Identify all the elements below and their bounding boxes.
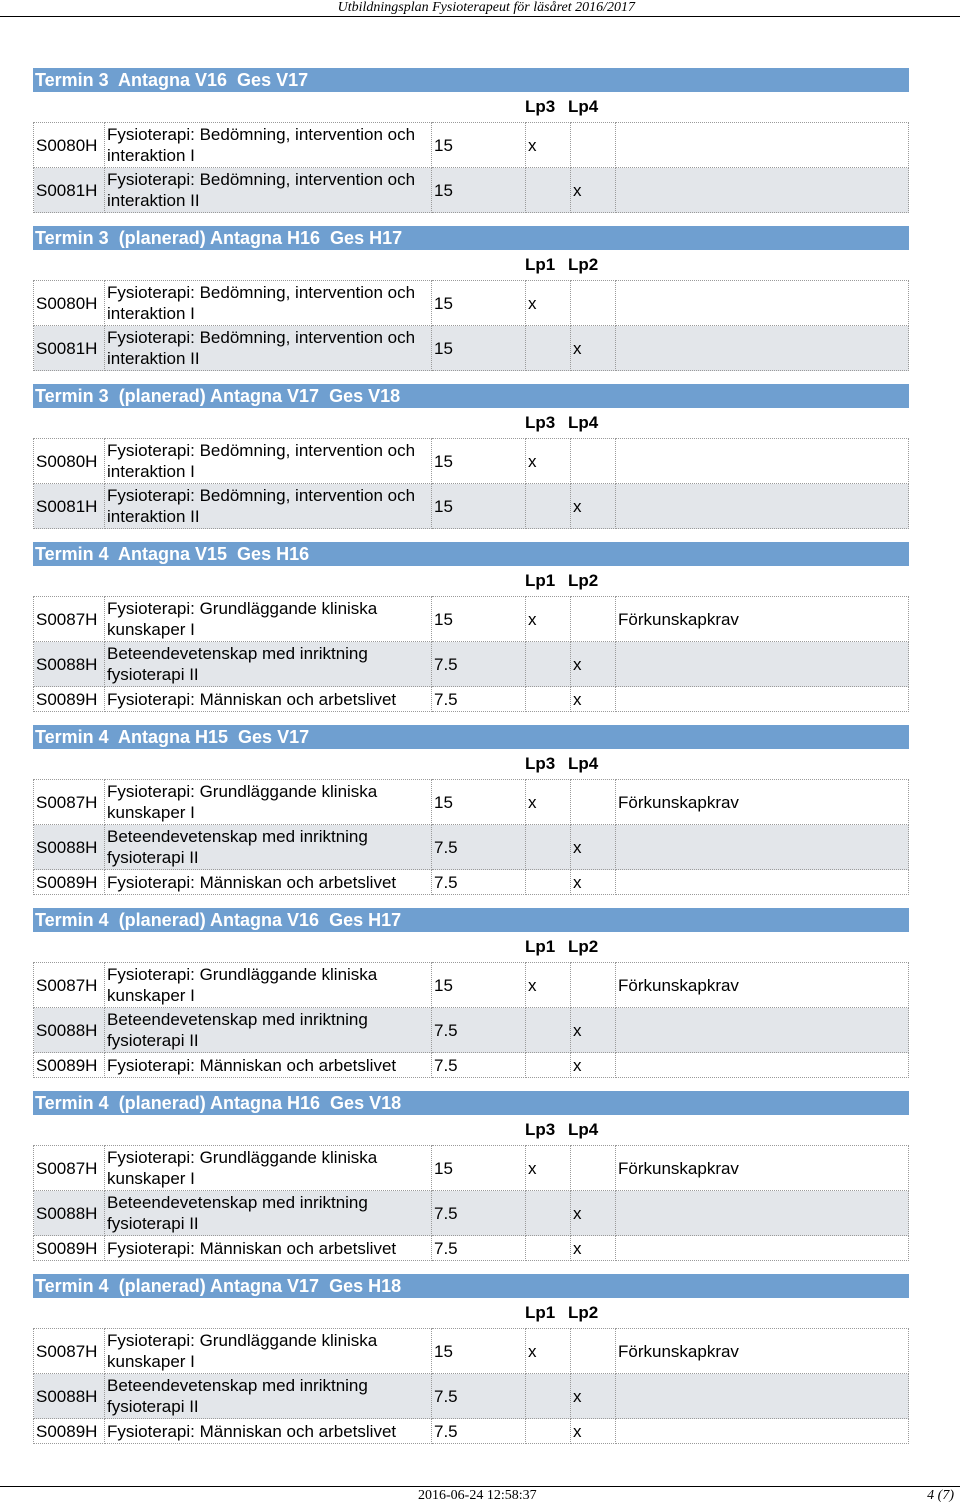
term-heading: Termin 3 (planerad) Antagna V17 Ges V18 [33, 384, 909, 408]
period-mark-second: x [571, 1374, 616, 1419]
term-heading: Termin 4 (planerad) Antagna V16 Ges H17 [33, 908, 909, 932]
course-name: Fysioterapi: Människan och arbetslivet [105, 687, 432, 712]
study-period-label: Lp1 [525, 1303, 556, 1322]
course-name: Fysioterapi: Bedömning, intervention och interaktion I [105, 281, 432, 326]
course-row [34, 1008, 909, 1053]
course-credits: 15 [432, 484, 526, 529]
course-note [616, 168, 909, 213]
course-code: S0088H [34, 825, 105, 870]
page-header [0, 0, 960, 17]
course-credits: 7.5 [432, 642, 526, 687]
study-period-label: Lp2 [568, 571, 599, 590]
course-row [34, 780, 909, 825]
course-row [34, 1146, 909, 1191]
term-heading: Termin 4 Antagna V15 Ges H16 [33, 542, 909, 566]
course-code: S0089H [34, 1236, 105, 1261]
course-note: Förkunskapkrav [616, 780, 909, 825]
period-mark-second: x [571, 687, 616, 712]
course-name: Fysioterapi: Bedömning, intervention och interaktion I [105, 123, 432, 168]
course-code: S0087H [34, 780, 105, 825]
term-section [33, 68, 909, 226]
course-credits: 7.5 [432, 1236, 526, 1261]
study-period-header [33, 1115, 909, 1145]
term-section [33, 226, 909, 384]
period-mark-first [526, 825, 571, 870]
course-note [616, 1008, 909, 1053]
course-row [34, 597, 909, 642]
course-name: Fysioterapi: Bedömning, intervention och interaktion II [105, 326, 432, 371]
course-note [616, 825, 909, 870]
course-row [34, 168, 909, 213]
period-mark-second [571, 963, 616, 1008]
course-note [616, 870, 909, 895]
course-row [34, 1053, 909, 1078]
period-mark-second: x [571, 825, 616, 870]
period-mark-second: x [571, 1053, 616, 1078]
course-code: S0089H [34, 687, 105, 712]
term-section [33, 725, 909, 908]
study-period-label: Lp4 [568, 754, 599, 773]
course-credits: 7.5 [432, 870, 526, 895]
course-row [34, 1329, 909, 1374]
course-note [616, 439, 909, 484]
course-note: Förkunskapkrav [616, 597, 909, 642]
section-spacer [33, 529, 909, 542]
course-code: S0081H [34, 484, 105, 529]
course-note [616, 1419, 909, 1444]
period-mark-second: x [571, 1191, 616, 1236]
course-code: S0080H [34, 281, 105, 326]
study-period-label: Lp1 [525, 571, 556, 590]
course-note [616, 123, 909, 168]
course-table [33, 1328, 909, 1444]
course-code: S0088H [34, 642, 105, 687]
course-credits: 15 [432, 1146, 526, 1191]
study-period-header [33, 749, 909, 779]
period-mark-first: x [526, 123, 571, 168]
course-note: Förkunskapkrav [616, 1329, 909, 1374]
section-spacer [33, 1261, 909, 1274]
study-period-header [33, 566, 909, 596]
course-credits: 7.5 [432, 1419, 526, 1444]
term-heading: Termin 3 Antagna V16 Ges V17 [33, 68, 909, 92]
course-row [34, 1419, 909, 1444]
study-period-header [33, 932, 909, 962]
course-name: Fysioterapi: Människan och arbetslivet [105, 1236, 432, 1261]
course-credits: 15 [432, 1329, 526, 1374]
course-code: S0088H [34, 1191, 105, 1236]
course-name: Fysioterapi: Grundläggande kliniska kunskaper I [105, 963, 432, 1008]
period-mark-second [571, 281, 616, 326]
course-note [616, 484, 909, 529]
course-row [34, 870, 909, 895]
course-credits: 15 [432, 439, 526, 484]
course-name: Beteendevetenskap med inriktning fysioterapi II [105, 1374, 432, 1419]
course-table [33, 962, 909, 1078]
course-row [34, 281, 909, 326]
course-credits: 15 [432, 597, 526, 642]
course-name: Fysioterapi: Människan och arbetslivet [105, 1053, 432, 1078]
course-note: Förkunskapkrav [616, 963, 909, 1008]
term-section [33, 1091, 909, 1274]
study-period-header [33, 408, 909, 438]
course-credits: 7.5 [432, 1374, 526, 1419]
period-mark-first [526, 1236, 571, 1261]
period-mark-first [526, 326, 571, 371]
study-period-label: Lp1 [525, 937, 556, 956]
course-credits: 7.5 [432, 1191, 526, 1236]
course-code: S0080H [34, 439, 105, 484]
course-name: Fysioterapi: Bedömning, intervention och interaktion I [105, 439, 432, 484]
period-mark-second: x [571, 168, 616, 213]
period-mark-first [526, 168, 571, 213]
course-code: S0088H [34, 1374, 105, 1419]
course-code: S0089H [34, 870, 105, 895]
course-name: Beteendevetenskap med inriktning fysioterapi II [105, 1008, 432, 1053]
period-mark-second [571, 123, 616, 168]
course-credits: 15 [432, 963, 526, 1008]
course-code: S0081H [34, 326, 105, 371]
study-period-header [33, 1298, 909, 1328]
course-name: Beteendevetenskap med inriktning fysioterapi II [105, 642, 432, 687]
period-mark-first: x [526, 1146, 571, 1191]
course-name: Beteendevetenskap med inriktning fysioterapi II [105, 1191, 432, 1236]
course-table [33, 779, 909, 895]
course-name: Fysioterapi: Grundläggande kliniska kunskaper I [105, 1146, 432, 1191]
course-credits: 15 [432, 281, 526, 326]
period-mark-second: x [571, 326, 616, 371]
study-period-label: Lp2 [568, 937, 599, 956]
period-mark-first [526, 1419, 571, 1444]
period-mark-second [571, 780, 616, 825]
course-name: Fysioterapi: Grundläggande kliniska kunskaper I [105, 597, 432, 642]
course-credits: 7.5 [432, 1053, 526, 1078]
course-row [34, 1191, 909, 1236]
section-spacer [33, 371, 909, 384]
period-mark-second [571, 439, 616, 484]
period-mark-first: x [526, 597, 571, 642]
study-period-header [33, 92, 909, 122]
course-credits: 7.5 [432, 687, 526, 712]
course-code: S0087H [34, 597, 105, 642]
period-mark-first: x [526, 963, 571, 1008]
course-row [34, 1374, 909, 1419]
term-heading: Termin 4 (planerad) Antagna H16 Ges V18 [33, 1091, 909, 1115]
course-note [616, 1374, 909, 1419]
study-period-label: Lp4 [568, 97, 599, 116]
course-name: Fysioterapi: Grundläggande kliniska kunskaper I [105, 780, 432, 825]
period-mark-second [571, 1329, 616, 1374]
course-name: Fysioterapi: Människan och arbetslivet [105, 1419, 432, 1444]
course-code: S0088H [34, 1008, 105, 1053]
period-mark-first [526, 1374, 571, 1419]
section-spacer [33, 1078, 909, 1091]
period-mark-second [571, 597, 616, 642]
section-spacer [33, 213, 909, 226]
course-code: S0081H [34, 168, 105, 213]
study-period-label: Lp3 [525, 754, 556, 773]
course-credits: 15 [432, 123, 526, 168]
course-table [33, 122, 909, 213]
course-note [616, 642, 909, 687]
term-heading: Termin 4 Antagna H15 Ges V17 [33, 725, 909, 749]
period-mark-first: x [526, 281, 571, 326]
course-row [34, 123, 909, 168]
course-row [34, 484, 909, 529]
course-code: S0087H [34, 1146, 105, 1191]
course-note [616, 1053, 909, 1078]
course-note: Förkunskapkrav [616, 1146, 909, 1191]
page-number: 4 (7) [927, 1488, 954, 1503]
period-mark-second: x [571, 484, 616, 529]
course-credits: 15 [432, 780, 526, 825]
course-note [616, 687, 909, 712]
course-note [616, 281, 909, 326]
course-row [34, 1236, 909, 1261]
term-heading: Termin 4 (planerad) Antagna V17 Ges H18 [33, 1274, 909, 1298]
course-code: S0089H [34, 1053, 105, 1078]
course-code: S0080H [34, 123, 105, 168]
term-section [33, 1274, 909, 1444]
section-spacer [33, 712, 909, 725]
course-row [34, 439, 909, 484]
period-mark-second: x [571, 1008, 616, 1053]
period-mark-second: x [571, 1236, 616, 1261]
period-mark-first [526, 642, 571, 687]
study-period-label: Lp4 [568, 413, 599, 432]
study-period-label: Lp1 [525, 255, 556, 274]
course-row [34, 963, 909, 1008]
study-period-label: Lp4 [568, 1120, 599, 1139]
course-row [34, 825, 909, 870]
section-spacer [33, 895, 909, 908]
course-table [33, 1145, 909, 1261]
course-row [34, 326, 909, 371]
study-period-label: Lp2 [568, 255, 599, 274]
course-note [616, 326, 909, 371]
course-row [34, 687, 909, 712]
print-timestamp: 2016-06-24 12:58:37 [418, 1488, 537, 1503]
period-mark-second [571, 1146, 616, 1191]
course-name: Fysioterapi: Människan och arbetslivet [105, 870, 432, 895]
course-table [33, 438, 909, 529]
study-period-label: Lp3 [525, 97, 556, 116]
study-period-label: Lp3 [525, 413, 556, 432]
period-mark-first [526, 870, 571, 895]
course-code: S0087H [34, 963, 105, 1008]
course-name: Fysioterapi: Grundläggande kliniska kunskaper I [105, 1329, 432, 1374]
period-mark-first [526, 1191, 571, 1236]
term-heading: Termin 3 (planerad) Antagna H16 Ges H17 [33, 226, 909, 250]
course-code: S0087H [34, 1329, 105, 1374]
period-mark-second: x [571, 870, 616, 895]
page-footer [0, 1486, 960, 1504]
course-code: S0089H [34, 1419, 105, 1444]
period-mark-first [526, 1008, 571, 1053]
study-period-label: Lp2 [568, 1303, 599, 1322]
course-credits: 15 [432, 168, 526, 213]
period-mark-first [526, 1053, 571, 1078]
course-plan [33, 68, 909, 1444]
course-table [33, 280, 909, 371]
period-mark-first: x [526, 439, 571, 484]
course-table [33, 596, 909, 712]
course-note [616, 1236, 909, 1261]
period-mark-first [526, 484, 571, 529]
course-note [616, 1191, 909, 1236]
course-credits: 7.5 [432, 1008, 526, 1053]
period-mark-second: x [571, 642, 616, 687]
period-mark-first [526, 687, 571, 712]
period-mark-second: x [571, 1419, 616, 1444]
study-period-header [33, 250, 909, 280]
document-title: Utbildningsplan Fysioterapeut för läsåret 2016/2017 [337, 0, 635, 15]
term-section [33, 384, 909, 542]
term-section [33, 542, 909, 725]
period-mark-first: x [526, 1329, 571, 1374]
course-credits: 15 [432, 326, 526, 371]
period-mark-first: x [526, 780, 571, 825]
course-name: Fysioterapi: Bedömning, intervention och interaktion II [105, 168, 432, 213]
course-credits: 7.5 [432, 825, 526, 870]
course-name: Fysioterapi: Bedömning, intervention och interaktion II [105, 484, 432, 529]
study-period-label: Lp3 [525, 1120, 556, 1139]
term-section [33, 908, 909, 1091]
course-name: Beteendevetenskap med inriktning fysioterapi II [105, 825, 432, 870]
course-row [34, 642, 909, 687]
